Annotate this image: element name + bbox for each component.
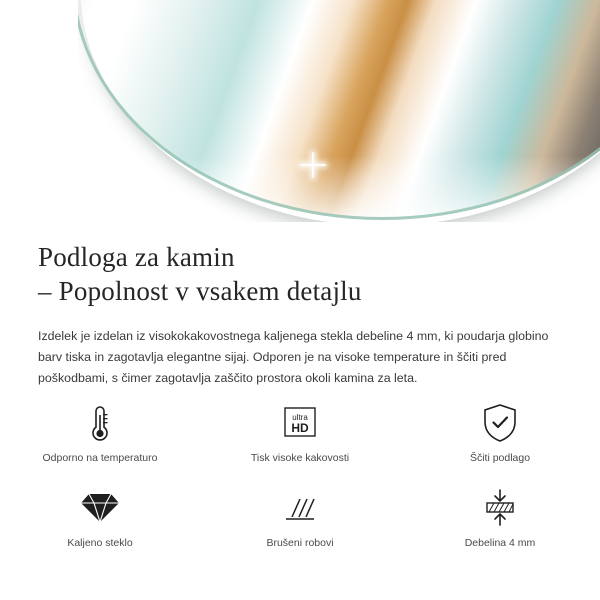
feature-label: Debelina 4 mm <box>464 537 536 549</box>
headline-line-1: Podloga za kamin <box>38 242 235 272</box>
shield-check-icon <box>408 401 592 445</box>
feature-item-print-quality <box>200 395 400 480</box>
feature-label: Tisk visoke kakovosti <box>250 452 350 464</box>
feature-grid <box>0 395 600 565</box>
feature-label: Odporno na temperaturo <box>42 452 158 464</box>
hero-left-white-fill <box>0 0 78 222</box>
svg-text:HD: HD <box>291 421 309 435</box>
thermometer-icon <box>8 401 192 445</box>
feature-item-temperature <box>0 395 200 480</box>
thickness-arrows-icon <box>408 486 592 530</box>
feature-item-thickness <box>400 480 600 565</box>
feature-item-protects-surface <box>400 395 600 480</box>
feature-item-tempered-glass <box>0 480 200 565</box>
svg-text:ultra: ultra <box>292 413 308 422</box>
hero-image <box>0 0 600 222</box>
feature-label: Brušeni robovi <box>266 537 334 549</box>
description-paragraph: Izdelek je izdelan iz visokokakovostnega kaljenega stekla debeline 4 mm, ki poudarja globino barv tiska in zagotavlja elegantne sijaj. Odporen je na visoke temperature in ščiti pred poškodbami, s čimer zagotavlja zaščito prostora okoli kamina za leta. <box>38 329 549 385</box>
feature-label: Ščiti podlago <box>469 452 531 464</box>
headline-line-2: – Popolnost v vsakem detajlu <box>38 276 362 306</box>
ultra-hd-icon <box>208 401 392 445</box>
content-block <box>0 222 600 389</box>
feature-label: Kaljeno steklo <box>67 537 133 549</box>
page-title <box>0 222 600 308</box>
polished-edges-icon <box>208 486 392 530</box>
diamond-icon <box>8 486 192 530</box>
hero-artwork <box>0 0 600 222</box>
feature-item-polished-edges <box>200 480 400 565</box>
